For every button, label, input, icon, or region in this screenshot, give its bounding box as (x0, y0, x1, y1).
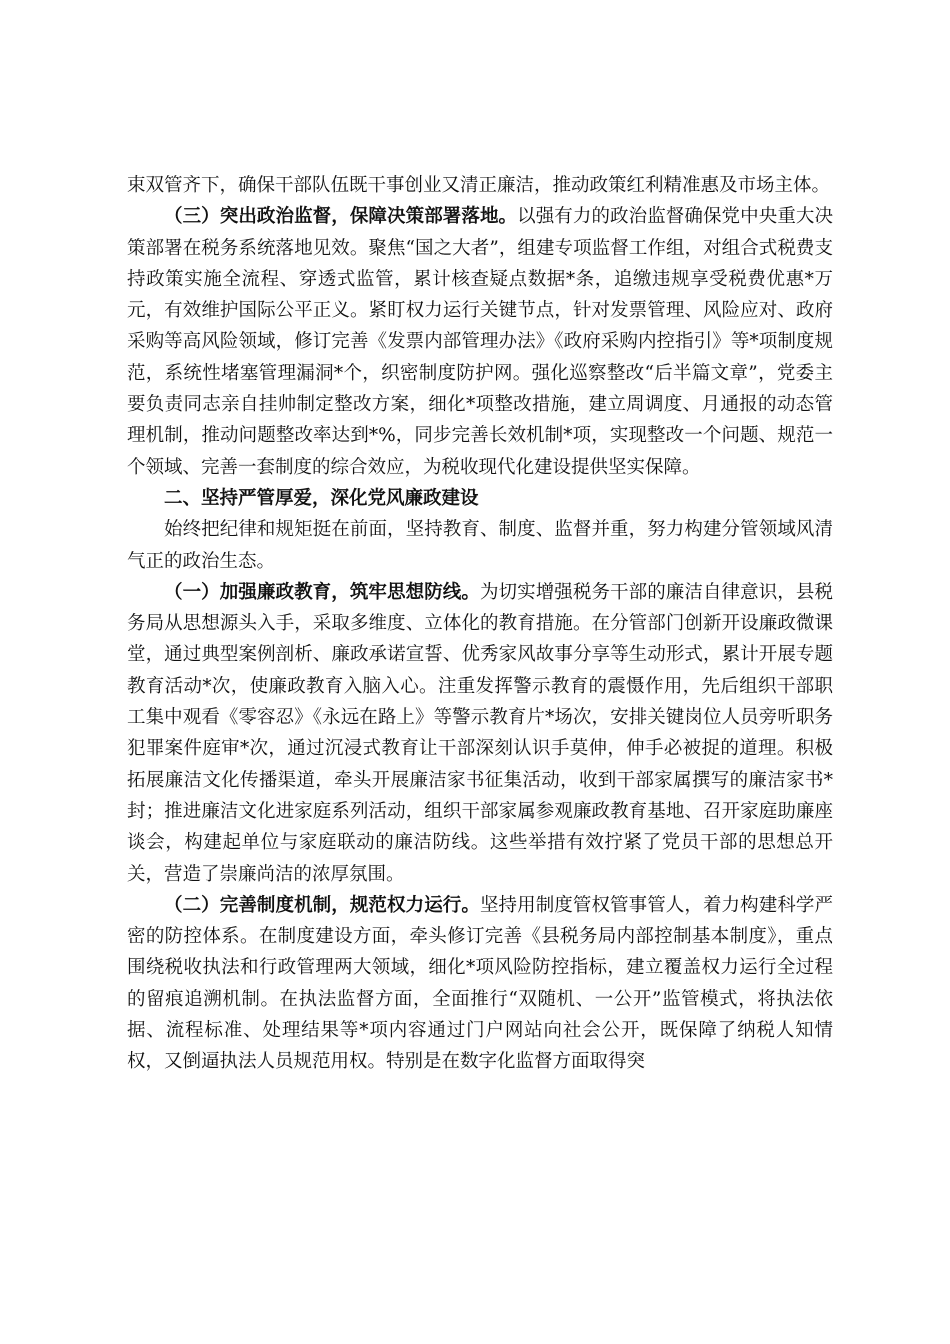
subheading-institutional-mechanism: （二）完善制度机制，规范权力运行。 (164, 894, 480, 916)
subheading-political-supervision: （三）突出政治监督，保障决策部署落地。 (164, 206, 518, 228)
paragraph-body: 以强有力的政治监督确保党中央重大决策部署在税务系统落地见效。聚焦“国之大者”，组建专项监督工作组，对组合式税费支持政策实施全流程、穿透式监管，累计核查疑点数据*条，追缴违规享受税费优惠*万元，有效维护国际公平正义。紧盯权力运行关键节点，针对发票管理、风险应对、政府采购等高风险领域，修订完善《发票内部管理办法》《政府采购内控指引》等*项制度规范，系统性堵塞管理漏洞*个，织密制度防护网。强化巡察整改“后半篇文章”，党委主要负责同志亲自挂帅制定整改方案，细化*项整改措施，建立周调度、月通报的动态管理机制，推动问题整改率达到*%，同步完善长效机制*项，实现整改一个问题、规范一个领域、完善一套制度的综合效应，为税收现代化建设提供坚实保障。 (127, 206, 833, 478)
document-page (127, 170, 833, 1078)
paragraph-integrity-education (127, 577, 833, 890)
paragraph-section-intro: 始终把纪律和规矩挺在前面，坚持教育、制度、监督并重，努力构建分管领域风清气正的政治生态。 (127, 519, 833, 572)
paragraph-institutional-mechanism (127, 890, 833, 1078)
paragraph-body: 坚持用制度管权管事管人，着力构建科学严密的防控体系。在制度建设方面，牵头修订完善《县税务局内部控制基本制度》，重点围绕税收执法和行政管理两大领域，细化*项风险防控指标，建立覆盖权力运行全过程的留痕追溯机制。在执法监督方面，全面推行“双随机、一公开”监管模式，将执法依据、流程标准、处理结果等*项内容通过门户网站向社会公开，既保障了纳税人知情权，又倒逼执法人员规范用权。特别是在数字化监督方面取得突 (127, 894, 833, 1073)
paragraph-body: 为切实增强税务干部的廉洁自律意识，县税务局从思想源头入手，采取多维度、立体化的教育措施。在分管部门创新开设廉政微课堂，通过典型案例剖析、廉政承诺宣誓、优秀家风故事分享等生动形式，累计开展专题教育活动*次，使廉政教育入脑入心。注重发挥警示教育的震慑作用，先后组织干部职工集中观看《零容忍》《永远在路上》等警示教育片*场次，安排关键岗位人员旁听职务犯罪案件庭审*次，通过沉浸式教育让干部深刻认识手莫伸，伸手必被捉的道理。积极拓展廉洁文化传播渠道，牵头开展廉洁家书征集活动，收到干部家属撰写的廉洁家书*封；推进廉洁文化进家庭系列活动，组织干部家属参观廉政教育基地、召开家庭助廉座谈会，构建起单位与家庭联动的廉洁防线。这些举措有效拧紧了党员干部的思想总开关，营造了崇廉尚洁的浓厚氛围。 (127, 581, 833, 885)
section-heading-2: 二、坚持严管厚爱，深化党风廉政建设 (164, 487, 479, 509)
subheading-integrity-education: （一）加强廉政教育，筑牢思想防线。 (164, 581, 480, 603)
paragraph-continuation: 束双管齐下，确保干部队伍既干事创业又清正廉洁，推动政策红利精准惠及市场主体。 (127, 175, 831, 196)
paragraph-political-supervision (127, 201, 833, 483)
